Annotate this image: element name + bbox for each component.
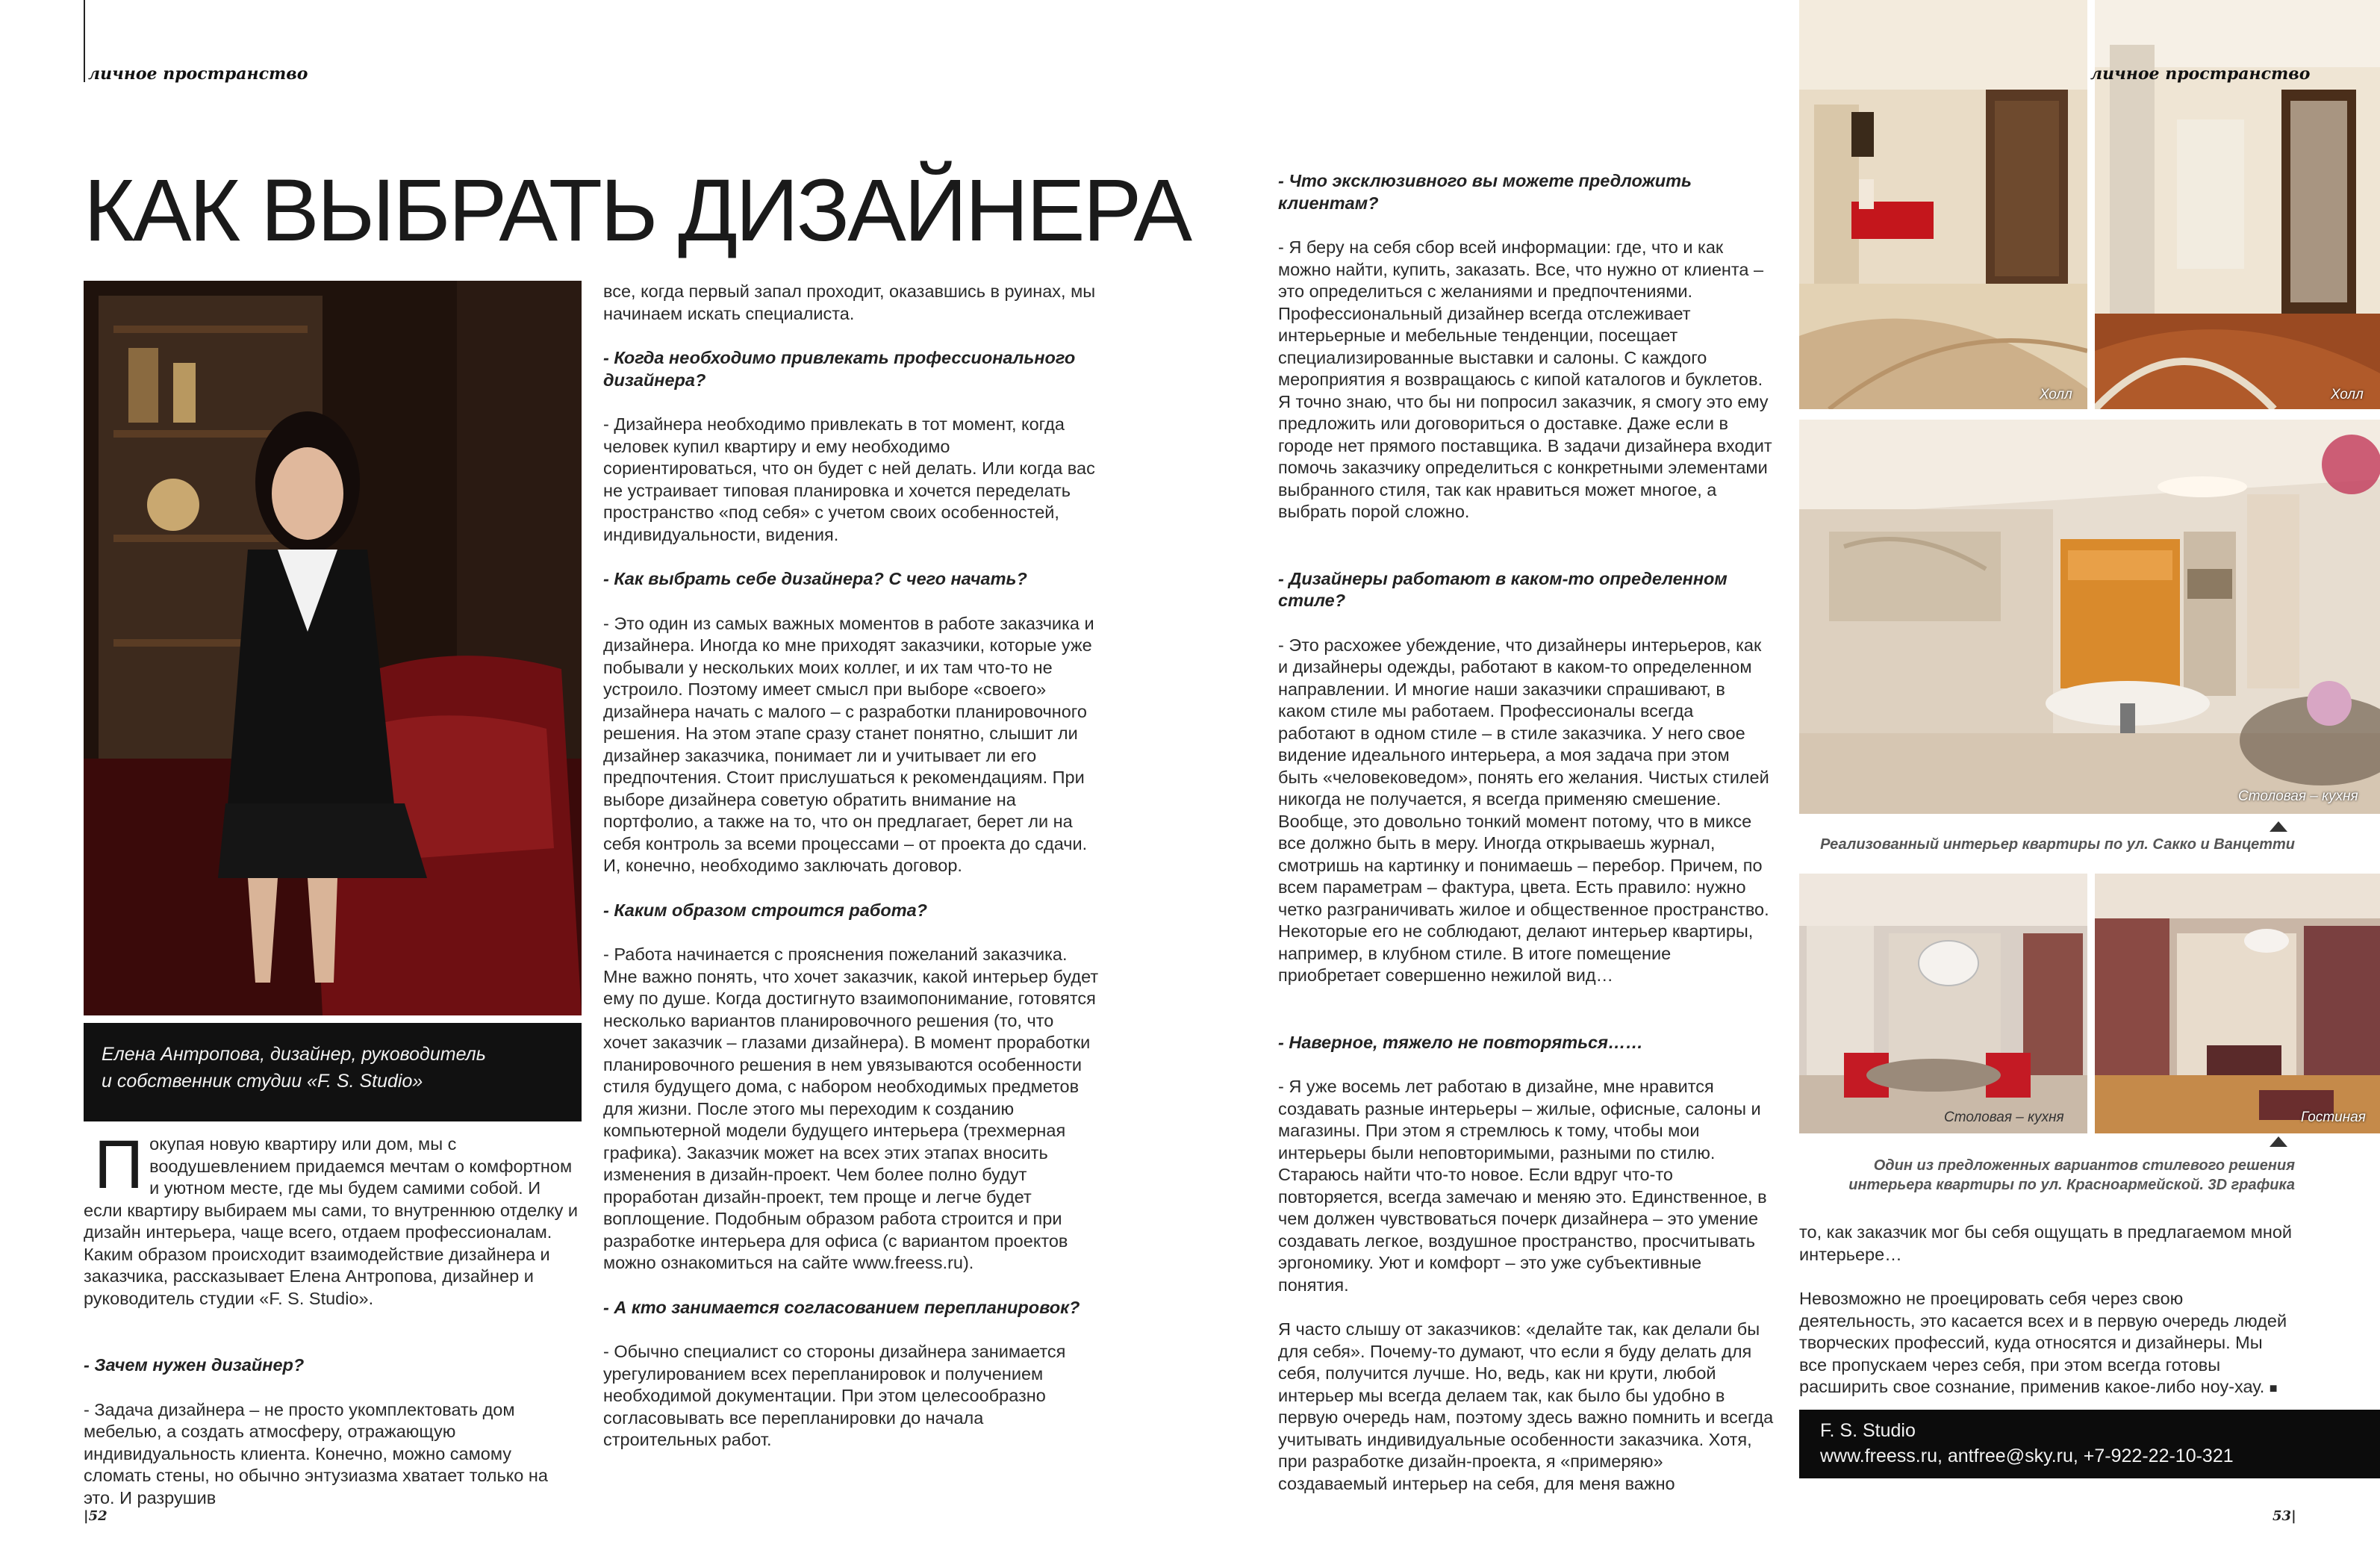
photo-hall-2 xyxy=(2095,0,2380,409)
question-how-choose: - Как выбрать себе дизайнера? С чего начать? xyxy=(603,569,1027,588)
answer-exclusive: - Я беру на себя сбор всей информации: где, что и как можно найти, купить, заказать. Все, что нужно от клиента – это определиться с желаниями и предпочтениями. Профессиональный дизайнер всегда отслеживает интерьерные и мебельные тенденции, посещает специализированные выставки и салоны. С каждого мероприятия я возвращаюсь с кипой каталогов и буклетов. Я точно знаю, что бы ни попросил заказчик, я смогу это ему предложить или договориться о доставке. Даже если в городе нет прямого поставщика. В задачи дизайнера входит помочь заказчику определиться с конкретными элементами выбранного стиля, так как нравиться может многое, а выбрать порой сложно. xyxy=(1278,237,1772,521)
paragraph-feel: то, как заказчик мог бы себя ощущать в предлагаемом мной интерьере… xyxy=(1799,1222,2293,1264)
answer-how-work: - Работа начинается с прояснения пожеланий заказчика. Мне важно понять, что хочет заказчик, какой интерьер будет ему по душе. Когда достигнуто взаимопонимание, готовятся несколько вариантов планировочного решения (то, что хочет заказчик – глазами дизайнера). В момент проработки планировочного решения в нем увязываются особенности стиля будущего дома, с набором необходимых предметов для жизни. После этого мы переходим к созданию компьютерной модели будущего интерьера (трехмерная графика). Заказчик может на всех этих этапах вносить изменения в дизайн-проект. Чем более полно будут проработан дизайн-проект, тем проще и легче будет воплощение. Подобным образом работа строится и при разработке интерьера для офиса (с вариантом проектов можно ознакомиться на сайте www.freess.ru). xyxy=(603,945,1099,1272)
drop-cap: П xyxy=(94,1127,144,1203)
photo-hall-1 xyxy=(1799,0,2087,409)
answer-replanning: - Обычно специалист со стороны дизайнера занимается урегулированием всех перепланировок и получением необходимой документации. При этом целесообразно согласовывать все перепланировки до начала строительных работ. xyxy=(603,1342,1066,1449)
photo-dining-kitchen xyxy=(1799,420,2380,814)
photo-render-living xyxy=(2095,874,2380,1133)
photo-dining-kitchen-label: Столовая – кухня xyxy=(2238,788,2358,804)
headline: КАК ВЫБРАТЬ ДИЗАЙНЕРА xyxy=(84,161,1191,260)
column-3 xyxy=(1278,170,1774,1495)
photo-hall-1-label: Холл xyxy=(2040,387,2072,402)
intro-text: окупая новую квартиру или дом, мы с воодушевлением придаемся мечтам о комфортном и уютном месте, где мы будем самими собой. И если квартиру выбираем мы сами, то внутреннюю отделку и дизайн интерьера, чаще всего, отдаем профессионалам. Каким образом происходит взаимодействие дизайнера и заказчика, рассказывает Елена Антропова, дизайнер и руководитель студии «F. S. Studio». xyxy=(84,1134,579,1308)
portrait-photo xyxy=(84,281,582,1015)
paragraph-clients: Я часто слышу от заказчиков: «делайте так, как делали бы для себя». Почему-то думают, что если я буду делать для себя, получится лучше. Но, ведь, как ни крути, любой интерьер мы всегда делаем так, как было бы удобно в первую очередь нам, поэтому здесь важно помнить и всегда учитывать индивидуальные особенности заказчика. Хотя, при разработке дизайн-проекта, я «примеряю» создаваемый интерьер на себя, для меня важно xyxy=(1278,1319,1774,1493)
answer-style: - Это расхожее убеждение, что дизайнеры интерьеров, как и дизайнеры одежды, работают в каком-то определенном направлении. И многие наши заказчики спрашивают, в каком стиле мы работаем. Профессионалы всегда работают в одном стиле – в стиле заказчика. У него свое видение идеального интерьера, а моя задача при этом быть «человековедом», понять его желания. Чистых стилей никогда не получается, я всегда применяю смешение. Вообще, это довольно тонкий момент потому, что в миксе все должно быть в меру. Иногда открываешь журнал, смотришь на картинку и понимаешь – перебор. Причем, по всем параметрам – фактура, цвета. Есть правило: нужно четко разграничивать жилое и общественное пространство. Некоторые его не соблюдают, делают интерьер квартиры, например, в клубном стиле. В итоге помещение приобретает совершенно нежилой вид… xyxy=(1278,635,1769,985)
answer-repeat: - Я уже восемь лет работаю в дизайне, мне нравится создавать разные интерьеры – жилые, офисные, салоны и магазины. При этом я стремлюсь к тому, чтобы мои интерьеры были неповторимыми, разными по стилю. Стараюсь найти что-то новое. Если вдруг что-то повторяется, всегда замечаю и меняю это. Единственное, в чем должен чувствоваться почерк дизайнера – это умение создавать легкое, воздушное пространство, просчитывать эргономику. Уют и комфорт – это уже субъективные понятия. xyxy=(1278,1077,1767,1295)
caption-render-line2: интерьера квартиры по ул. Красноармейской. 3D графика xyxy=(1848,1177,2295,1193)
caption-marker-up-2 xyxy=(2270,1136,2287,1147)
question-repeat: - Наверное, тяжело не повторяться…… xyxy=(1278,1032,1643,1052)
page-number-left: |52 xyxy=(84,1508,108,1524)
answer-when-needed: - Дизайнера необходимо привлекать в тот момент, когда человек купил квартиру и ему необходимо сориентироваться, что он будет с ней делать. Или когда вас не устраивает типовая планировка и хочется переделать пространство «под себя» с учетом своих особенностей, индивидуальности, видения. xyxy=(603,414,1095,544)
photo-render-living-label: Гостиная xyxy=(2301,1110,2366,1125)
rubric-right: личное пространство xyxy=(2090,64,2311,84)
photo-hall-2-label: Холл xyxy=(2331,387,2364,402)
portrait-caption-line2: и собственник студии «F. S. Studio» xyxy=(102,1071,423,1092)
column-4 xyxy=(1799,1222,2295,1400)
caption-render-line1: Один из предложенных вариантов стилевого решения xyxy=(1873,1157,2295,1174)
paragraph-closing-text: Невозможно не проецировать себя через свою деятельность, это касается всех и в первую очередь людей творческих профессий, куда относятся и дизайнеры. Мы все пропускаем через себя, при этом всегда готовы расширить свое сознание, применив какое-либо ноу-хау. xyxy=(1799,1289,2287,1396)
end-mark: ■ xyxy=(2269,1381,2278,1395)
left-margin-rule xyxy=(84,0,85,82)
contact-box xyxy=(1799,1410,2380,1478)
paragraph-closing xyxy=(1799,1288,2295,1400)
paragraph-continued: все, когда первый запал проходит, оказавшись в руинах, мы начинаем искать специалиста. xyxy=(603,281,1096,323)
question-style: - Дизайнеры работают в каком-то определенном стиле? xyxy=(1278,568,1728,610)
answer-why-designer: - Задача дизайнера – не просто укомплектовать дом мебелью, а создать атмосферу, отражающую индивидуальность клиента. Конечно, можно самому сломать стены, но обычно энтузиазма хватает только на это. И разрушив xyxy=(84,1399,548,1507)
caption-marker-up xyxy=(2270,821,2287,832)
page-number-right-value: 53 xyxy=(2272,1508,2292,1524)
contact-studio: F. S. Studio xyxy=(1820,1420,1916,1441)
question-why-designer: - Зачем нужен дизайнер? xyxy=(84,1355,305,1375)
page-number-right: 53| xyxy=(2272,1508,2296,1524)
page-number-left-value: 52 xyxy=(88,1508,108,1524)
column-1 xyxy=(84,1127,579,1509)
question-exclusive: - Что эксклюзивного вы можете предложить клиентам? xyxy=(1278,171,1692,213)
intro-paragraph xyxy=(84,1127,579,1310)
caption-realized: Реализованный интерьер квартиры по ул. Сакко и Ванцетти xyxy=(1820,836,2295,853)
caption-render xyxy=(1799,1156,2295,1195)
answer-how-choose: - Это один из самых важных моментов в работе заказчика и дизайнера. Иногда ко мне приходят заказчики, которые уже побывали у нескольких моих коллег, и их там что-то не устроило. Поэтому имеет смысл при выборе «своего» дизайнера начать с малого – с разработки планировочного решения. На этом этапе сразу станет понятно, слышит ли дизайнер заказчика, понимает ли и учитывает ли его предпочтения. Стоит прислушаться к рекомендациям. При выборе дизайнера советую обратить внимание на портфолио, а также на то, что он предлагает, берет ли на себя контроль за всеми процессами – от проекта до сдачи. И, конечно, необходимо заключать договор. xyxy=(603,613,1094,875)
contact-details: www.freess.ru, antfree@sky.ru, +7-922-22-10-321 xyxy=(1820,1446,2234,1466)
question-when-needed: - Когда необходимо привлекать профессионального дизайнера? xyxy=(603,348,1076,390)
photo-render-dining-label: Столовая – кухня xyxy=(1944,1110,2064,1125)
portrait-caption-line1: Елена Антропова, дизайнер, руководитель xyxy=(102,1044,486,1065)
question-replanning: - А кто занимается согласованием перепланировок? xyxy=(603,1297,1080,1317)
photo-render-dining xyxy=(1799,874,2087,1133)
question-how-work: - Каким образом строится работа? xyxy=(603,900,928,920)
column-2 xyxy=(603,281,1099,1451)
rubric-left: личное пространство xyxy=(88,64,308,84)
portrait-caption xyxy=(84,1023,582,1121)
